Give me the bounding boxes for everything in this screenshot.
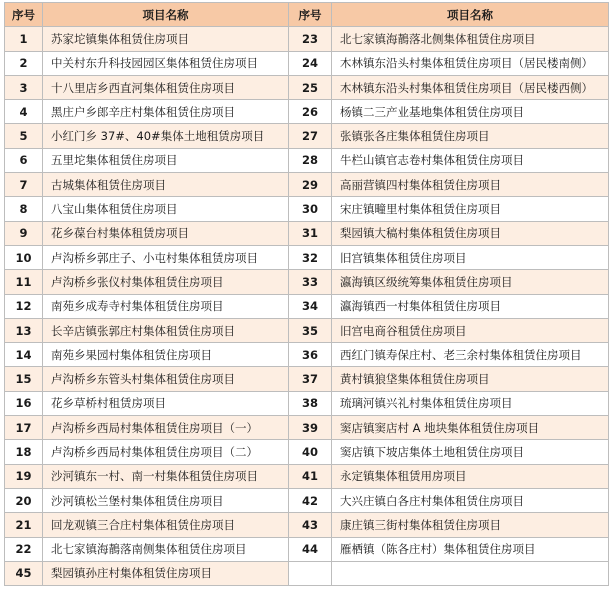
project-number-left: 14 <box>5 343 43 367</box>
project-number-right: 25 <box>289 75 332 99</box>
project-name-left: 十八里店乡西直河集体租赁住房项目 <box>43 75 289 99</box>
table-row <box>5 561 609 585</box>
project-name-right: 木林镇东沿头村集体租赁住房项目（居民楼西侧） <box>332 75 609 99</box>
project-name-left: 八宝山集体租赁住房项目 <box>43 197 289 221</box>
project-name-right: 旧宫电商谷租赁住房项目 <box>332 318 609 342</box>
project-number-left: 8 <box>5 197 43 221</box>
project-name-right: 北七家镇海鶄落北侧集体租赁住房项目 <box>332 27 609 51</box>
project-number-left: 1 <box>5 27 43 51</box>
project-name-right: 大兴庄镇白各庄村集体租赁住房项目 <box>332 488 609 512</box>
project-number-left: 16 <box>5 391 43 415</box>
project-name-left: 长辛店镇张郭庄村集体租赁住房项目 <box>43 318 289 342</box>
header-name-left: 项目名称 <box>43 3 289 27</box>
project-number-right: 30 <box>289 197 332 221</box>
project-number-right: 39 <box>289 416 332 440</box>
table-row <box>5 245 609 269</box>
project-number-left: 45 <box>5 561 43 585</box>
project-number-right: 27 <box>289 124 332 148</box>
project-name-right: 宋庄镇疃里村集体租赁住房项目 <box>332 197 609 221</box>
table-row <box>5 270 609 294</box>
project-number-left: 20 <box>5 488 43 512</box>
project-number-right: 29 <box>289 173 332 197</box>
project-name-left: 梨园镇孙庄村集体租赁住房项目 <box>43 561 289 585</box>
project-number-right <box>289 561 332 585</box>
project-number-right: 35 <box>289 318 332 342</box>
table-row <box>5 513 609 537</box>
table-row <box>5 100 609 124</box>
project-name-right: 雁栖镇（陈各庄村）集体租赁住房项目 <box>332 537 609 561</box>
project-name-right: 高丽营镇四村集体租赁住房项目 <box>332 173 609 197</box>
project-name-right: 瀛海镇西一村集体租赁住房项目 <box>332 294 609 318</box>
project-name-right: 窦店镇窦店村 A 地块集体租赁住房项目 <box>332 416 609 440</box>
project-name-left: 北七家镇海鶄落南侧集体租赁住房项目 <box>43 537 289 561</box>
project-name-right: 永定镇集体租赁用房项目 <box>332 464 609 488</box>
project-number-right: 24 <box>289 51 332 75</box>
project-name-right: 琉璃河镇兴礼村集体租赁住房项目 <box>332 391 609 415</box>
table-row <box>5 416 609 440</box>
project-number-left: 17 <box>5 416 43 440</box>
project-name-left: 卢沟桥乡西局村集体租赁住房项目（一） <box>43 416 289 440</box>
project-number-right: 34 <box>289 294 332 318</box>
header-name-right: 项目名称 <box>332 3 609 27</box>
project-number-left: 3 <box>5 75 43 99</box>
project-number-right: 32 <box>289 245 332 269</box>
table-row <box>5 343 609 367</box>
project-number-left: 5 <box>5 124 43 148</box>
project-name-left: 花乡葆台村集体租赁房项目 <box>43 221 289 245</box>
project-name-right: 窦店镇下坡店集体土地租赁住房项目 <box>332 440 609 464</box>
project-name-left: 黑庄户乡郎辛庄村集体租赁住房项目 <box>43 100 289 124</box>
project-number-left: 9 <box>5 221 43 245</box>
project-name-right: 张镇张各庄集体租赁住房项目 <box>332 124 609 148</box>
project-name-left: 五里坨集体租赁住房项目 <box>43 148 289 172</box>
table-row <box>5 173 609 197</box>
project-number-right: 36 <box>289 343 332 367</box>
project-number-left: 6 <box>5 148 43 172</box>
project-name-right: 梨园镇大稿村集体租赁住房项目 <box>332 221 609 245</box>
project-name-left: 南苑乡果园村集体租赁住房项目 <box>43 343 289 367</box>
project-number-right: 33 <box>289 270 332 294</box>
project-number-left: 18 <box>5 440 43 464</box>
table-row <box>5 488 609 512</box>
project-name-left: 沙河镇松兰堡村集体租赁住房项目 <box>43 488 289 512</box>
project-name-left: 苏家坨镇集体租赁住房项目 <box>43 27 289 51</box>
project-number-right: 23 <box>289 27 332 51</box>
project-name-right: 西红门镇寿保庄村、老三余村集体租赁住房项目 <box>332 343 609 367</box>
project-name-left: 沙河镇东一村、南一村集体租赁住房项目 <box>43 464 289 488</box>
project-list-table-container <box>4 2 609 586</box>
table-row <box>5 294 609 318</box>
header-no-left: 序号 <box>5 3 43 27</box>
project-name-right <box>332 561 609 585</box>
project-number-left: 7 <box>5 173 43 197</box>
project-number-left: 12 <box>5 294 43 318</box>
project-list-table <box>4 2 609 586</box>
project-number-left: 15 <box>5 367 43 391</box>
table-row <box>5 27 609 51</box>
project-number-right: 37 <box>289 367 332 391</box>
table-row <box>5 464 609 488</box>
project-name-left: 卢沟桥乡张仪村集体租赁住房项目 <box>43 270 289 294</box>
project-name-right: 瀛海镇区级统筹集体租赁住房项目 <box>332 270 609 294</box>
project-name-left: 回龙观镇三合庄村集体租赁住房项目 <box>43 513 289 537</box>
project-number-right: 43 <box>289 513 332 537</box>
project-name-left: 南苑乡成寿寺村集体租赁住房项目 <box>43 294 289 318</box>
project-number-left: 13 <box>5 318 43 342</box>
project-name-left: 中关村东升科技园园区集体租赁住房项目 <box>43 51 289 75</box>
table-row <box>5 537 609 561</box>
header-no-right: 序号 <box>289 3 332 27</box>
project-name-right: 木林镇东沿头村集体租赁住房项目（居民楼南侧） <box>332 51 609 75</box>
project-number-right: 28 <box>289 148 332 172</box>
project-name-right: 黄村镇狼垡集体租赁住房项目 <box>332 367 609 391</box>
table-row <box>5 440 609 464</box>
project-name-right: 旧宫镇集体租赁住房项目 <box>332 245 609 269</box>
project-name-right: 牛栏山镇官志卷村集体租赁住房项目 <box>332 148 609 172</box>
project-number-right: 26 <box>289 100 332 124</box>
table-row <box>5 124 609 148</box>
table-row <box>5 148 609 172</box>
project-name-left: 花乡草桥村租赁房项目 <box>43 391 289 415</box>
project-name-left: 古城集体租赁住房项目 <box>43 173 289 197</box>
project-name-left: 小红门乡 37#、40#集体土地租赁房项目 <box>43 124 289 148</box>
project-number-right: 44 <box>289 537 332 561</box>
project-number-right: 42 <box>289 488 332 512</box>
project-number-left: 11 <box>5 270 43 294</box>
header-row <box>5 3 609 27</box>
table-row <box>5 51 609 75</box>
project-name-left: 卢沟桥乡东管头村集体租赁住房项目 <box>43 367 289 391</box>
project-number-right: 38 <box>289 391 332 415</box>
project-name-left: 卢沟桥乡西局村集体租赁住房项目（二） <box>43 440 289 464</box>
table-row <box>5 367 609 391</box>
project-number-left: 19 <box>5 464 43 488</box>
project-number-left: 22 <box>5 537 43 561</box>
project-name-right: 康庄镇三街村集体租赁住房项目 <box>332 513 609 537</box>
table-row <box>5 391 609 415</box>
project-number-left: 4 <box>5 100 43 124</box>
project-number-left: 21 <box>5 513 43 537</box>
project-name-left: 卢沟桥乡郭庄子、小屯村集体租赁房项目 <box>43 245 289 269</box>
table-row <box>5 75 609 99</box>
project-number-right: 31 <box>289 221 332 245</box>
project-name-right: 杨镇二三产业基地集体租赁住房项目 <box>332 100 609 124</box>
table-row <box>5 221 609 245</box>
table-row <box>5 318 609 342</box>
project-rows <box>5 27 609 586</box>
table-row <box>5 197 609 221</box>
project-number-right: 40 <box>289 440 332 464</box>
project-number-left: 2 <box>5 51 43 75</box>
project-number-left: 10 <box>5 245 43 269</box>
project-number-right: 41 <box>289 464 332 488</box>
